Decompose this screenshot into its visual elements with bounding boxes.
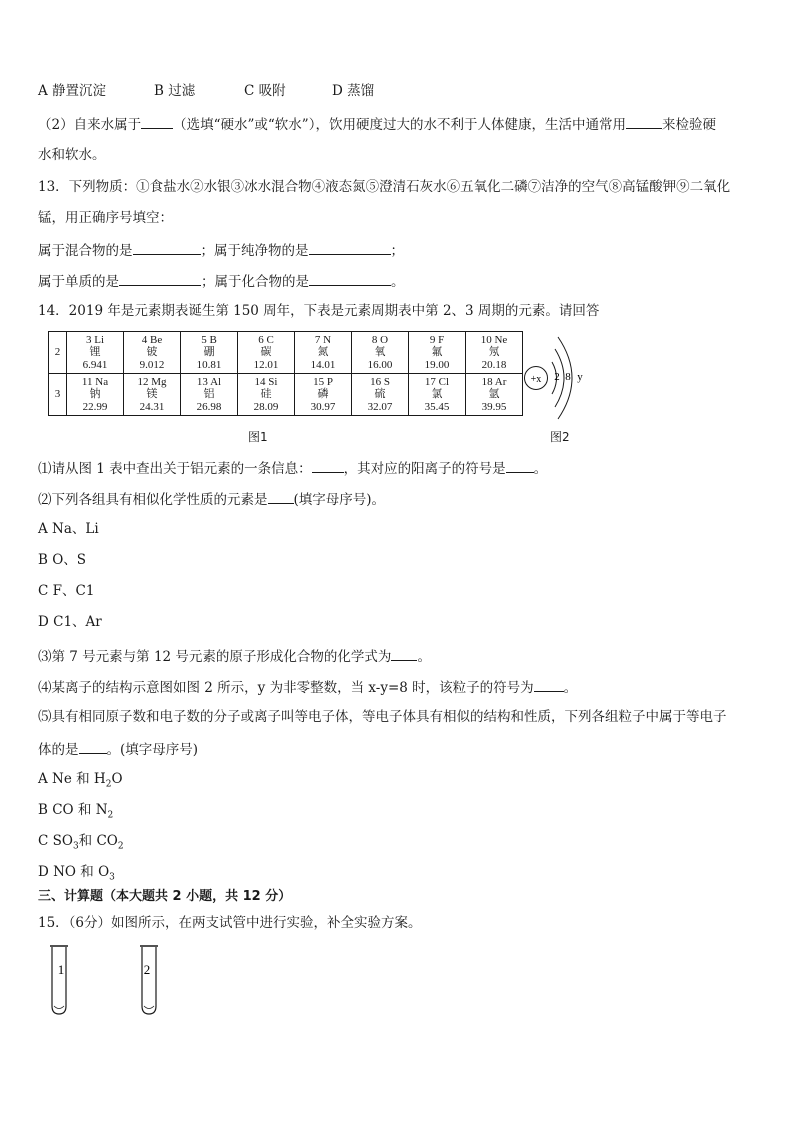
answer-blank[interactable] <box>309 271 391 286</box>
option-text: D NO 和 O <box>38 864 110 880</box>
element-sym: 8 O <box>371 333 389 346</box>
q14-sub5-text-a: 体的是 <box>38 742 79 758</box>
tube-1-label: 1 <box>57 962 65 977</box>
element-mass: 12.01 <box>253 358 279 371</box>
nucleus-charge: +x <box>530 374 542 385</box>
element-sym: 15 P <box>313 375 333 388</box>
answer-blank[interactable] <box>268 489 294 504</box>
q14-sub5-option-c <box>38 832 124 850</box>
q12-option-c: C 吸附 <box>244 83 286 99</box>
q13-line3 <box>38 240 404 260</box>
q14-intro: 14．2019 年是元素期表诞生第 150 周年，下表是元素周期表中第 2、3 周期的元素。请回答 <box>38 303 600 319</box>
q13-mixture-label: 属于混合物的是 <box>38 243 133 259</box>
q13-element-label: 属于单质的是 <box>38 274 119 290</box>
option-text: C SO <box>38 833 73 849</box>
element-name: 氧 <box>374 345 386 359</box>
subscript: 2 <box>107 810 114 821</box>
punctuation: 。 <box>417 649 431 665</box>
subscript: 2 <box>117 841 124 852</box>
element-name: 氯 <box>431 387 443 401</box>
element-mass: 39.95 <box>481 400 507 413</box>
q14-sub4 <box>38 677 577 697</box>
element-sym: 13 Al <box>196 375 222 388</box>
q14-sub5-option-a <box>38 770 123 788</box>
table-row <box>49 332 523 374</box>
q14-sub5-option-d <box>38 863 115 881</box>
q12-part2-text-a: （2）自来水属于 <box>38 117 142 133</box>
answer-blank[interactable] <box>506 458 534 473</box>
element-cell <box>352 374 409 416</box>
element-cell <box>181 332 238 374</box>
element-name: 氟 <box>431 345 443 359</box>
q14-sub3 <box>38 646 431 666</box>
element-sym: 18 Ar <box>481 375 507 388</box>
element-cell <box>409 374 466 416</box>
q14-sub5-line1: ⑸具有相同原子数和电子数的分子或离子叫等电子体，等电子体具有相似的结构和性质，下列各组粒子中属于等电子 <box>38 709 727 725</box>
fig2-caption: 图2 <box>550 430 570 444</box>
section-heading: 三、计算题（本大题共 2 小题，共 12 分） <box>38 889 292 904</box>
element-name: 硼 <box>203 345 215 359</box>
q14-sub5-option-b <box>38 801 113 819</box>
answer-blank[interactable] <box>534 677 564 692</box>
answer-blank[interactable] <box>312 458 344 473</box>
q13-compound-label: ；属于化合物的是 <box>201 274 309 290</box>
element-sym: 14 Si <box>254 375 278 388</box>
answer-blank[interactable] <box>626 114 662 129</box>
element-sym: 10 Ne <box>480 333 508 346</box>
test-tubes-figure <box>48 946 178 1018</box>
tube-2-label: 2 <box>143 962 151 977</box>
element-mass: 32.07 <box>367 400 393 413</box>
q13-pure-label: ；属于纯净物的是 <box>200 243 309 259</box>
element-sym: 5 B <box>201 333 217 346</box>
q12-option-d: D 蒸馏 <box>332 83 375 99</box>
element-sym: 9 F <box>429 333 445 346</box>
test-tube-2 <box>140 946 158 1014</box>
q12-part2-text-b: （选填“硬水”或“软水”），饮用硬度过大的水不利于人体健康，生活中通常用 <box>173 117 626 133</box>
subscript: 3 <box>72 841 79 852</box>
table-row <box>49 374 523 416</box>
q14-sub1-text-b: ，其对应的阳离子的符号是 <box>343 461 506 477</box>
element-sym: 11 Na <box>81 375 109 388</box>
element-cell <box>124 332 181 374</box>
element-mass: 30.97 <box>310 400 336 413</box>
q13-line2: 锰，用正确序号填空： <box>38 210 173 226</box>
element-name: 硅 <box>260 387 272 401</box>
q14-sub5-line2 <box>38 739 198 759</box>
element-cell <box>466 332 523 374</box>
element-cell <box>181 374 238 416</box>
element-mass: 16.00 <box>367 358 393 371</box>
q14-sub2-option-d: D C1、Ar <box>38 614 102 630</box>
element-name: 氩 <box>488 387 500 401</box>
element-cell <box>466 374 523 416</box>
q13-line4 <box>38 271 405 291</box>
option-text: O <box>111 771 123 787</box>
answer-blank[interactable] <box>309 240 391 255</box>
element-sym: 16 S <box>370 375 390 388</box>
element-mass: 24.31 <box>139 400 165 413</box>
punctuation: 。 <box>391 274 405 290</box>
element-mass: 19.00 <box>424 358 450 371</box>
shell2-count: 8 <box>565 371 571 383</box>
element-cell <box>67 374 124 416</box>
answer-blank[interactable] <box>119 271 201 286</box>
q14-sub2 <box>38 489 385 509</box>
element-sym: 12 Mg <box>137 375 167 388</box>
element-cell <box>295 332 352 374</box>
option-text: 和 CO <box>78 833 118 849</box>
option-text: A Ne 和 H <box>38 771 106 787</box>
q14-sub2-option-c: C F、C1 <box>38 583 95 599</box>
element-cell <box>352 332 409 374</box>
test-tube-1 <box>50 946 68 1014</box>
punctuation: ； <box>390 243 404 259</box>
element-sym: 7 N <box>314 333 332 346</box>
shell1-count: 2 <box>554 371 560 383</box>
q12-option-b: B 过滤 <box>154 83 196 99</box>
q14-sub5-text-b: 。(填字母序号) <box>106 742 199 758</box>
element-name: 铍 <box>146 345 158 359</box>
element-mass: 28.09 <box>253 400 279 413</box>
answer-blank[interactable] <box>141 114 173 129</box>
period-number: 2 <box>49 332 67 374</box>
element-mass: 22.99 <box>82 400 108 413</box>
element-name: 氮 <box>317 345 329 359</box>
element-cell <box>295 374 352 416</box>
element-name: 镁 <box>146 387 158 401</box>
element-sym: 6 C <box>258 333 274 346</box>
element-name: 氖 <box>488 345 500 359</box>
shell3-count: y <box>577 371 583 383</box>
q14-sub3-text: ⑶第 7 号元素与第 12 号元素的原子形成化合物的化学式为 <box>38 649 392 665</box>
punctuation: 。 <box>563 680 578 696</box>
q14-sub2-option-a: A Na、Li <box>38 521 99 537</box>
q14-sub2-option-b: B O、S <box>38 552 87 568</box>
q12-part2-text-c: 来检验硬 <box>661 117 716 133</box>
element-sym: 4 Be <box>141 333 163 346</box>
element-cell <box>238 374 295 416</box>
period-number: 3 <box>49 374 67 416</box>
punctuation: 。 <box>533 461 548 477</box>
element-name: 锂 <box>89 345 101 359</box>
element-cell <box>124 374 181 416</box>
atom-structure-diagram <box>522 335 592 425</box>
element-mass: 10.81 <box>196 358 222 371</box>
element-mass: 14.01 <box>310 358 336 371</box>
answer-blank[interactable] <box>79 739 107 754</box>
element-cell <box>409 332 466 374</box>
element-mass: 26.98 <box>196 400 222 413</box>
element-cell <box>67 332 124 374</box>
q15-text: 15．（6分）如图所示，在两支试管中进行实验，补全实验方案。 <box>38 915 422 931</box>
element-name: 钠 <box>89 387 101 401</box>
element-sym: 17 Cl <box>424 375 450 388</box>
option-text: B CO 和 N <box>38 802 108 818</box>
answer-blank[interactable] <box>133 240 201 255</box>
q12-part2-line1 <box>38 114 716 134</box>
q13-line1: 13．下列物质：①食盐水②水银③冰水混合物④液态氮⑤澄清石灰水⑥五氧化二磷⑦洁净的空气⑧高锰酸钾⑨二氧化 <box>38 179 731 195</box>
element-name: 硫 <box>374 387 386 401</box>
q14-sub4-text: ⑷某离子的结构示意图如图 2 所示，y 为非零整数，当 x-y=8 时，该粒子的符号为 <box>38 680 534 696</box>
q12-part2-line2: 水和软水。 <box>38 147 106 163</box>
q12-option-a: A 静置沉淀 <box>38 83 107 99</box>
element-mass: 9.012 <box>139 358 165 371</box>
q14-sub1 <box>38 458 547 478</box>
answer-blank[interactable] <box>391 646 417 661</box>
subscript: 2 <box>105 779 112 790</box>
subscript: 3 <box>109 872 115 883</box>
element-cell <box>238 332 295 374</box>
element-name: 碳 <box>260 345 272 359</box>
element-mass: 35.45 <box>424 400 450 413</box>
element-name: 磷 <box>317 387 329 401</box>
element-mass: 20.18 <box>481 358 507 371</box>
periodic-table <box>48 331 523 416</box>
element-mass: 6.941 <box>82 358 108 371</box>
q14-sub2-end: (填字母序号)。 <box>293 492 386 508</box>
q14-sub2-text: ⑵下列各组具有相似化学性质的元素是 <box>38 492 268 508</box>
element-name: 铝 <box>203 387 215 401</box>
element-sym: 3 Li <box>85 333 105 346</box>
q14-sub1-text-a: ⑴请从图 1 表中查出关于铝元素的一条信息： <box>38 461 312 477</box>
q12-options <box>38 82 374 100</box>
fig1-caption: 图1 <box>248 430 268 444</box>
